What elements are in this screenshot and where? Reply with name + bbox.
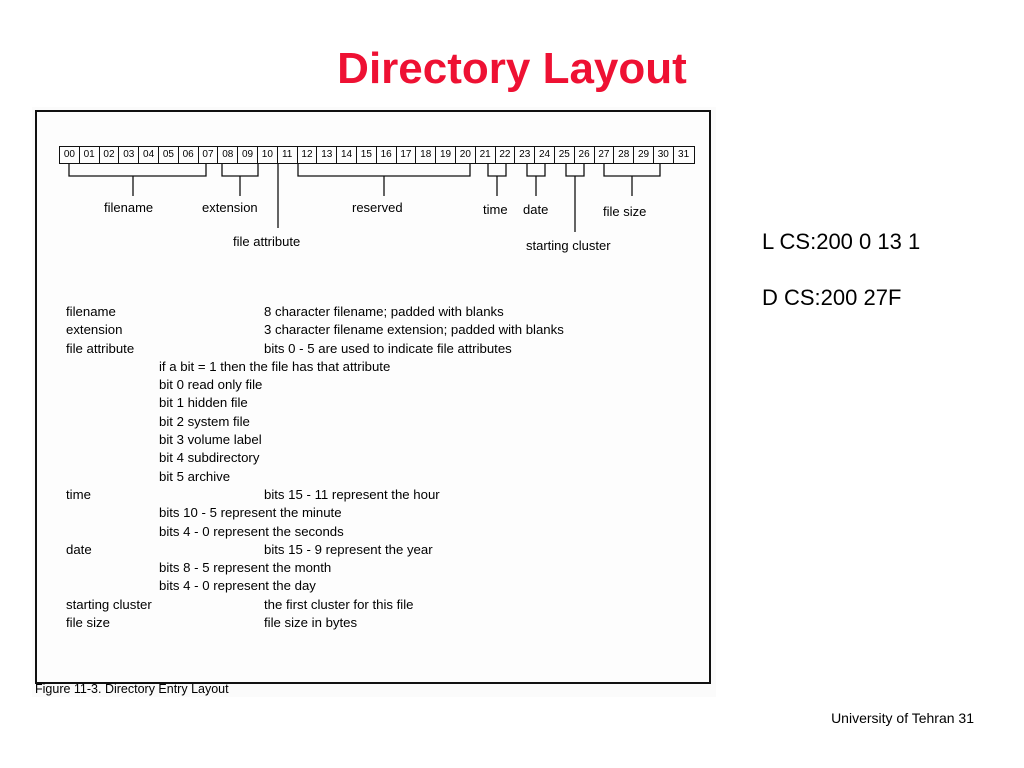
byte-cell: 03 — [119, 147, 139, 163]
debug-commands — [762, 226, 920, 338]
label-file-size: file size — [603, 204, 647, 219]
field-description: bits 0 - 5 are used to indicate file attributes — [264, 340, 512, 356]
byte-cell: 20 — [456, 147, 476, 163]
byte-cell: 28 — [614, 147, 634, 163]
note-dump-command: D CS:200 27F — [762, 285, 902, 310]
figure-caption: Figure 11-3. Directory Entry Layout — [35, 682, 229, 696]
byte-cell: 30 — [654, 147, 674, 163]
byte-cell: 27 — [595, 147, 615, 163]
byte-cell: 23 — [515, 147, 535, 163]
field-description: 8 character filename; padded with blanks — [264, 304, 504, 319]
byte-cell: 15 — [357, 147, 377, 163]
byte-cell: 07 — [199, 147, 219, 163]
slide-footer: University of Tehran 31 — [831, 710, 974, 726]
field-detail: bit 3 volume label — [159, 432, 262, 448]
label-time: time — [483, 202, 508, 217]
field-detail: bit 5 archive — [159, 468, 231, 484]
byte-cell: 16 — [377, 147, 397, 163]
byte-cell: 31 — [678, 149, 690, 160]
label-date: date — [523, 202, 549, 217]
field-name: date — [66, 541, 92, 557]
byte-cell: 11 — [278, 147, 298, 163]
byte-cell: 29 — [634, 147, 654, 163]
byte-cell: 02 — [100, 147, 120, 163]
field-name: time — [66, 486, 91, 502]
field-description: bits 15 - 9 represent the year — [264, 541, 433, 557]
byte-cell: 09 — [238, 147, 258, 163]
byte-cell: 06 — [179, 147, 199, 163]
field-name: file size — [66, 615, 110, 631]
note-load-command: L CS:200 0 13 1 — [762, 229, 921, 254]
label-file-attribute: file attribute — [233, 234, 301, 249]
field-detail: bit 1 hidden file — [159, 395, 248, 411]
byte-cell: 08 — [218, 147, 238, 163]
byte-cell: 22 — [496, 147, 516, 163]
byte-cell: 21 — [476, 147, 496, 163]
label-reserved: reserved — [352, 200, 403, 215]
byte-cell: 01 — [80, 147, 100, 163]
field-description: 3 character filename extension; padded with blanks — [264, 322, 564, 338]
byte-cell: 10 — [258, 147, 278, 163]
byte-cell: 19 — [436, 147, 456, 163]
field-description: file size in bytes — [264, 615, 358, 631]
field-name: file attribute — [66, 340, 135, 356]
field-name: starting cluster — [66, 596, 152, 612]
byte-cell: 00 — [60, 147, 80, 163]
byte-cell: 24 — [535, 147, 555, 163]
field-detail: bits 10 - 5 represent the minute — [159, 505, 342, 521]
field-description: bits 15 - 11 represent the hour — [264, 486, 440, 502]
label-extension: extension — [202, 200, 258, 215]
field-detail: bits 4 - 0 represent the day — [159, 578, 316, 594]
field-detail: bits 8 - 5 represent the month — [159, 560, 332, 576]
byte-cell: 04 — [139, 147, 159, 163]
field-detail: if a bit = 1 then the file has that attribute — [159, 358, 391, 374]
label-filename: filename — [104, 200, 154, 215]
field-detail: bit 0 read only file — [159, 377, 263, 393]
field-name: extension — [66, 322, 123, 338]
byte-offset-row — [59, 146, 695, 164]
label-starting-cluster: starting cluster — [526, 238, 611, 253]
byte-cell: 13 — [317, 147, 337, 163]
byte-cell: 05 — [159, 147, 179, 163]
byte-cell: 17 — [397, 147, 417, 163]
field-name: filename — [66, 304, 116, 319]
byte-cell: 14 — [337, 147, 357, 163]
field-description: the first cluster for this file — [264, 596, 414, 612]
slide-title: Directory Layout — [337, 44, 687, 93]
field-detail: bits 4 - 0 represent the seconds — [159, 523, 344, 539]
byte-cell: 12 — [298, 147, 318, 163]
byte-cell: 25 — [555, 147, 575, 163]
field-detail: bit 4 subdirectory — [159, 450, 260, 466]
byte-cell: 26 — [575, 147, 595, 163]
field-detail: bit 2 system file — [159, 413, 250, 429]
byte-cell: 18 — [416, 147, 436, 163]
